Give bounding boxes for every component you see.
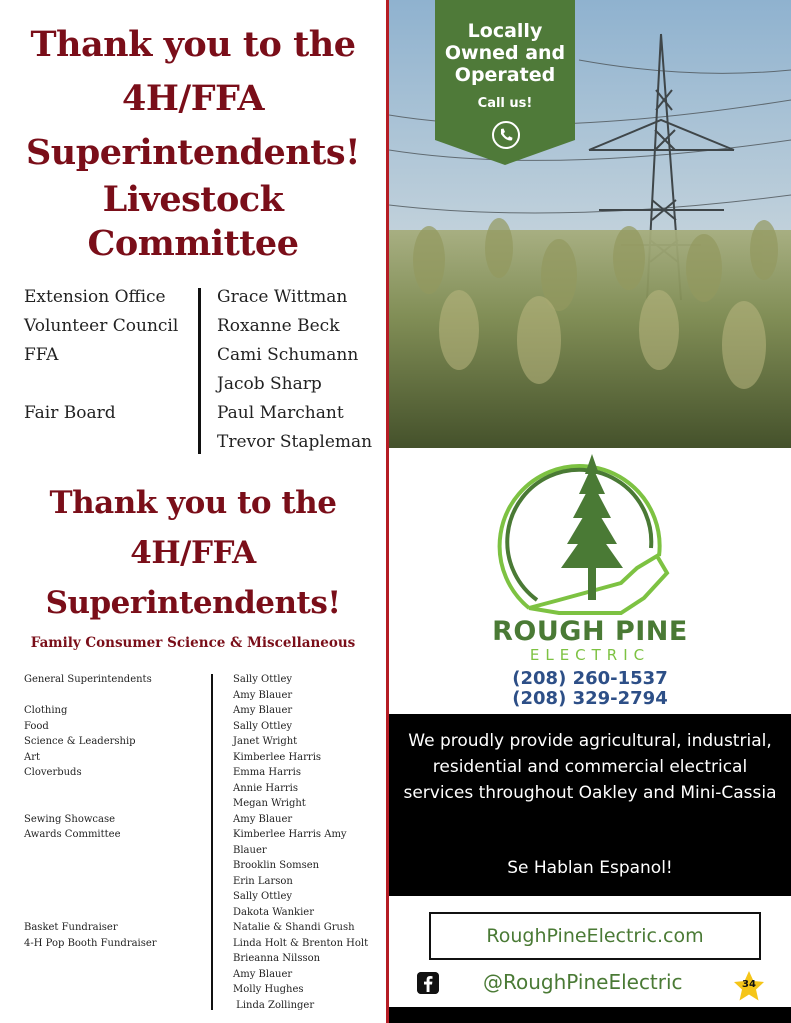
phone-number-2[interactable]: (208) 329-2794 [512, 688, 668, 709]
category-item [24, 858, 157, 874]
brand-subtitle: ELECTRIC [529, 646, 651, 664]
person-item: Annie Harris [233, 782, 298, 794]
person-item: Dakota Wankier [233, 906, 314, 918]
people-list [233, 672, 368, 1013]
heading-line: Livestock [102, 179, 284, 220]
person-item: Megan Wright [233, 798, 306, 809]
heading-line: Superintendents! [45, 585, 341, 621]
livestock-committee-heading [0, 178, 386, 266]
brand-name: ROUGH PINE [492, 616, 688, 647]
person-item: Amy Blauer [233, 689, 293, 701]
committee-group: Extension Office [24, 287, 166, 307]
person-item: Emma Harris [233, 767, 301, 778]
thank-you-heading-fcs [0, 478, 386, 628]
category-item: General Superintendents [24, 674, 152, 685]
person-item: Natalie & Shandi Grush [233, 922, 355, 933]
committee-names [217, 283, 372, 457]
category-item [24, 796, 157, 812]
category-item: Clothing [24, 705, 68, 716]
person-item: Kimberlee Harris Amy [233, 829, 347, 840]
committee-name: Trevor Stapleman [217, 432, 373, 452]
pine-tree-icon [389, 448, 791, 618]
committee-name: Cami Schumann [217, 345, 359, 365]
person-item: Sally Ottley [233, 891, 293, 902]
advertisement [389, 0, 791, 1023]
ribbon-line: Owned and [444, 42, 566, 64]
person-item: Linda Holt & Brenton Holt [233, 937, 369, 949]
committee-group: Volunteer Council [24, 316, 179, 336]
spanish-note: Se Hablan Espanol! [507, 858, 673, 878]
category-item: 4-H Pop Booth Fundraiser [24, 937, 157, 949]
thank-you-heading-livestock [0, 18, 386, 180]
heading-line: 4H/FFA [121, 78, 264, 119]
committee-group [24, 370, 178, 399]
category-item [24, 843, 157, 859]
committee-name: Grace Wittman [217, 287, 348, 307]
person-item: Brooklin Somsen [233, 860, 320, 871]
committee-groups [24, 283, 178, 428]
category-item [24, 781, 157, 797]
page-number: 34 [742, 979, 756, 990]
committee-name: Jacob Sharp [217, 374, 322, 394]
heading-line: Committee [87, 223, 299, 264]
person-item: Amy Blauer [233, 968, 293, 980]
person-item: Amy Blauer [233, 813, 293, 825]
category-item [24, 905, 157, 921]
person-item: Kimberlee Harris [233, 751, 322, 763]
committee-name: Paul Marchant [217, 403, 344, 423]
committee-group: Fair Board [24, 403, 116, 423]
person-item: Blauer [233, 844, 267, 856]
heading-line: Thank you to the [30, 24, 356, 65]
heading-line: Superintendents! [26, 132, 360, 173]
committee-group: FFA [24, 345, 59, 365]
services-box [389, 714, 791, 896]
power-line-photo [389, 0, 791, 448]
ribbon-line: Locally [467, 20, 543, 42]
committee-name: Roxanne Beck [217, 316, 340, 336]
left-column [0, 0, 386, 1023]
heading-line: 4H/FFA [130, 535, 256, 571]
category-item: Awards Committee [24, 829, 121, 840]
category-item: Food [24, 720, 49, 732]
services-text: We proudly provide agricultural, industrial, residential and commercial electrical services throughout Oakley and Mini-Cassia [403, 731, 777, 803]
person-item: Molly Hughes [233, 984, 304, 995]
phone-number-1[interactable]: (208) 260-1537 [512, 668, 668, 689]
committee-divider [198, 288, 201, 454]
category-item [24, 688, 157, 704]
heading-line: Thank you to the [49, 485, 337, 521]
call-us-label: Call us! [477, 96, 533, 111]
person-item: Brieanna Nilsson [233, 953, 321, 964]
superintendent-divider [211, 674, 213, 1010]
person-item: Linda Zollinger [233, 999, 315, 1011]
section-title: Family Consumer Science & Miscellaneous [30, 635, 356, 651]
locally-owned-ribbon [435, 0, 575, 168]
category-item [24, 889, 157, 905]
person-item: Sally Ottley [233, 720, 293, 732]
category-item: Cloverbuds [24, 767, 82, 778]
category-item: Art [24, 751, 41, 763]
social-handle[interactable]: @RoughPineElectric [483, 970, 683, 994]
bottom-bar [389, 1007, 791, 1023]
person-item: Sally Ottley [233, 674, 293, 685]
category-item: Sewing Showcase [24, 813, 116, 825]
category-item: Basket Fundraiser [24, 922, 118, 933]
phone-icon[interactable] [491, 120, 521, 150]
category-list [24, 672, 157, 951]
category-item [24, 874, 157, 890]
ribbon-title [435, 20, 575, 86]
person-item: Janet Wright [233, 736, 298, 747]
person-item: Erin Larson [233, 875, 293, 887]
ribbon-line: Operated [454, 64, 556, 86]
category-item: Science & Leadership [24, 736, 136, 747]
person-item: Amy Blauer [233, 705, 293, 716]
facebook-icon[interactable] [417, 972, 439, 994]
website-link[interactable]: RoughPineElectric.com [429, 912, 761, 960]
